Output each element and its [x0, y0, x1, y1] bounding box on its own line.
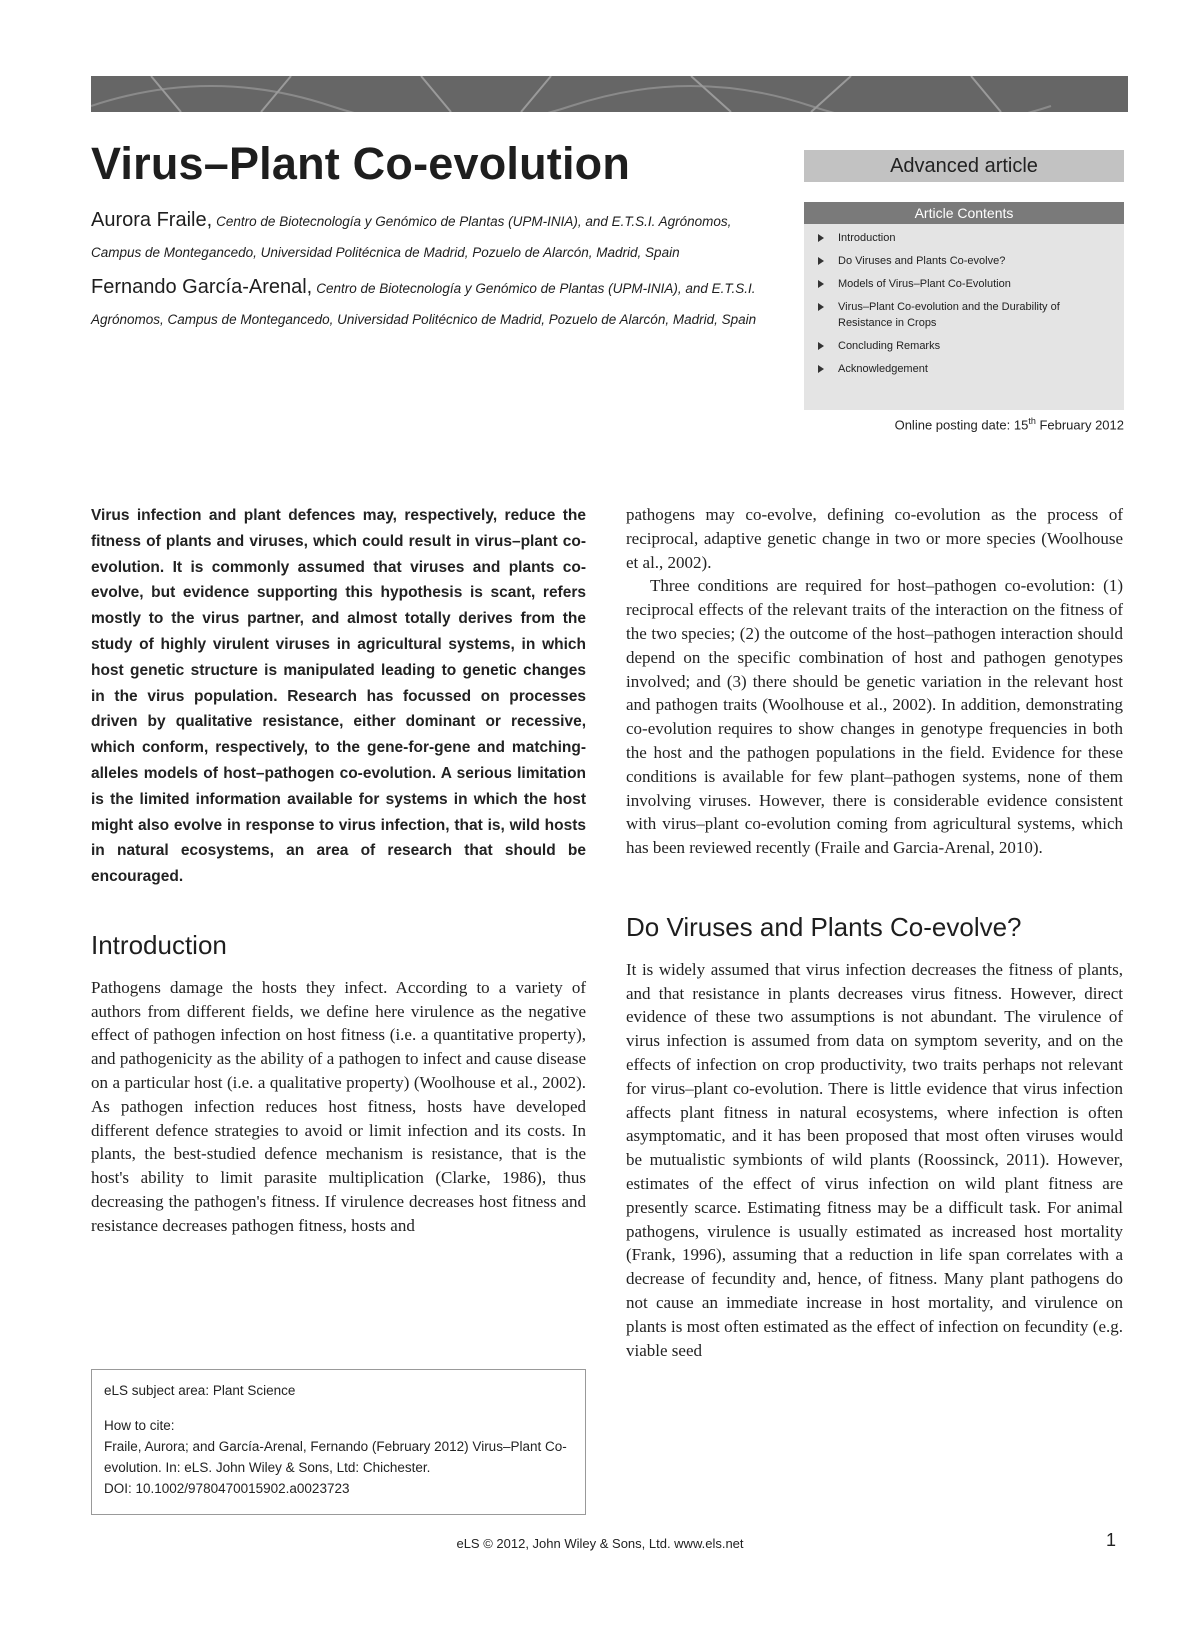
header-decorative-band [91, 76, 1128, 112]
advanced-article-badge: Advanced article [804, 150, 1124, 182]
author-name: Aurora Fraile, [91, 209, 213, 231]
page-number: 1 [1106, 1530, 1117, 1550]
triangle-bullet-icon [818, 257, 824, 265]
triangle-bullet-icon [818, 303, 824, 311]
author-affiliation: Centro de Biotecnología y Genómico de Plantas (UPM-INIA), and E.T.S.I. Agrónomos, Campus de Montegancedo, Universidad Politécnica de Madrid, Pozuelo de Alarcón, Madrid, Spain [91, 214, 732, 260]
article-contents-box [804, 202, 1124, 410]
contents-item[interactable]: Models of Virus–Plant Co-Evolution [814, 276, 1114, 292]
contents-item[interactable]: Concluding Remarks [814, 338, 1114, 354]
section-heading-co-evolve: Do Viruses and Plants Co-evolve? [626, 911, 1022, 942]
doi-text[interactable]: DOI: 10.1002/9780470015902.a0023723 [104, 1481, 350, 1496]
author-name: Fernando García-Arenal, [91, 276, 313, 298]
subject-area: eLS subject area: Plant Science [104, 1383, 296, 1398]
contents-title: Article Contents [804, 202, 1124, 224]
triangle-bullet-icon [818, 234, 824, 242]
band-swirl-pattern [91, 76, 1128, 112]
introduction-text: Pathogens damage the hosts they infect. According to a variety of authors from different fields, we define here virulence as the negative effect of pathogen infection on host fitness (i.e. a quantitative property), and pathogenicity as the ability of a pathogen to infect and cause disease on a particular host (i.e. a qualitative property) (Woolhouse et al., 2002). As pathogen infection reduces host fitness, hosts have developed different defence strategies to avoid or limit infection and its costs. In plants, the best-studied defence mechanism is resistance, that is the host's ability to limit parasite multiplication (Clarke, 1986), thus decreasing the pathogen's fitness. If virulence decreases host fitness and resistance decreases pathogen fitness, hosts and [91, 977, 586, 1235]
paragraph: It is widely assumed that virus infection decreases the fitness of plants, and that resistance in plants decreases virus fitness. However, direct evidence of these two assumptions is not abundant. The virulence of virus infection is assumed from data on symptom severity, and on the effects of infection on crop productivity, two traits perhaps not relevant for virus–plant co-evolution. There is little evidence that virus infection affects plant fitness in natural ecosystems, where infection is often asymptomatic, and it has been proposed that most often viruses would be mutualistic symbionts of wild plants (Roossinck, 2011). However, estimates of the effect of virus infection on wild plant fitness are presently scarce. Estimating fitness may be a difficult task. For animal pathogens, virulence is usually estimated as increased host mortality (Frank, 1996), assuming that a reduction in life span correlates with a decrease of fecundity and, hence, of fitness. Many plant pathogens do not cause an immediate increase in host mortality, and virulence on plants is most often estimated as the effect of infection on fecundity (e.g. viable seed [626, 959, 1123, 1360]
contents-item[interactable]: Introduction [814, 230, 1114, 246]
author-affiliation: Centro de Biotecnología y Genómico de Plantas (UPM-INIA), and E.T.S.I. Agrónomos, Campus de Montegancedo, Universidad Politécnico de Madrid, Pozuelo de Alarcón, Madrid, Spain [91, 281, 757, 327]
authors-block [91, 205, 761, 339]
contents-item[interactable]: Virus–Plant Co-evolution and the Durability of Resistance in Crops [814, 299, 1114, 331]
article-title: Virus–Plant Co-evolution [91, 138, 631, 189]
left-column [91, 503, 586, 1238]
contents-item[interactable]: Acknowledgement [814, 361, 1114, 377]
contents-item[interactable]: Do Viruses and Plants Co-evolve? [814, 253, 1114, 269]
abstract: Virus infection and plant defences may, respectively, reduce the fitness of plants and viruses, which could result in virus–plant co-evolution. It is commonly assumed that viruses and plants co-evolve, but evidence supporting this hypothesis is scant, refers mostly to the virus partner, and almost totally derives from the study of highly virulent viruses in agricultural systems, in which host genetic structure is manipulated leading to genetic changes in the virus population. Research has focussed on processes driven by qualitative resistance, either dominant or recessive, which conform, respectively, to the gene-for-gene and matching-alleles models of host–pathogen co-evolution. A serious limitation is the limited information available for systems in which the host might also evolve in response to virus infection, that is, wild hosts in natural ecosystems, an area of research that should be encouraged. [91, 507, 586, 886]
triangle-bullet-icon [818, 365, 824, 373]
section-heading-introduction: Introduction [91, 929, 227, 960]
triangle-bullet-icon [818, 280, 824, 288]
author-2 [91, 272, 761, 335]
triangle-bullet-icon [818, 342, 824, 350]
page-footer: eLS © 2012, John Wiley & Sons, Ltd. www.els.net [456, 1536, 744, 1551]
paragraph: pathogens may co-evolve, defining co-evolution as the process of reciprocal, adaptive genetic change in two or more species (Woolhouse et al., 2002). [626, 505, 1123, 572]
contents-list [804, 230, 1124, 377]
right-column [626, 503, 1123, 1362]
paragraph: Three conditions are required for host–pathogen co-evolution: (1) reciprocal effects of the relevant traits of the interaction on the fitness of the two species; (2) the outcome of the host–pathogen interaction should depend on the specific combination of host and pathogen genotypes involved; and (3) there should be genetic variation in the relevant host and pathogen traits (Woolhouse et al., 2002). In addition, demonstrating co-evolution requires to show changes in genotype frequencies in both the host and the pathogen populations in the field. Evidence for these conditions is available for few plant–pathogen systems, none of them involving viruses. However, there is considerable evidence consistent with virus–plant co-evolution coming from agricultural systems, which has been reviewed recently (Fraile and Garcia-Arenal, 2010). [626, 576, 1123, 858]
citation-box [91, 1369, 586, 1515]
author-1 [91, 205, 761, 268]
citation-text: Fraile, Aurora; and García-Arenal, Fernando (February 2012) Virus–Plant Co-evolution. In: eLS. John Wiley & Sons, Ltd: Chichester. [104, 1439, 567, 1475]
online-posting-date: Online posting date: 15th February 2012 [894, 416, 1124, 433]
how-to-cite-label: How to cite: [104, 1418, 175, 1433]
